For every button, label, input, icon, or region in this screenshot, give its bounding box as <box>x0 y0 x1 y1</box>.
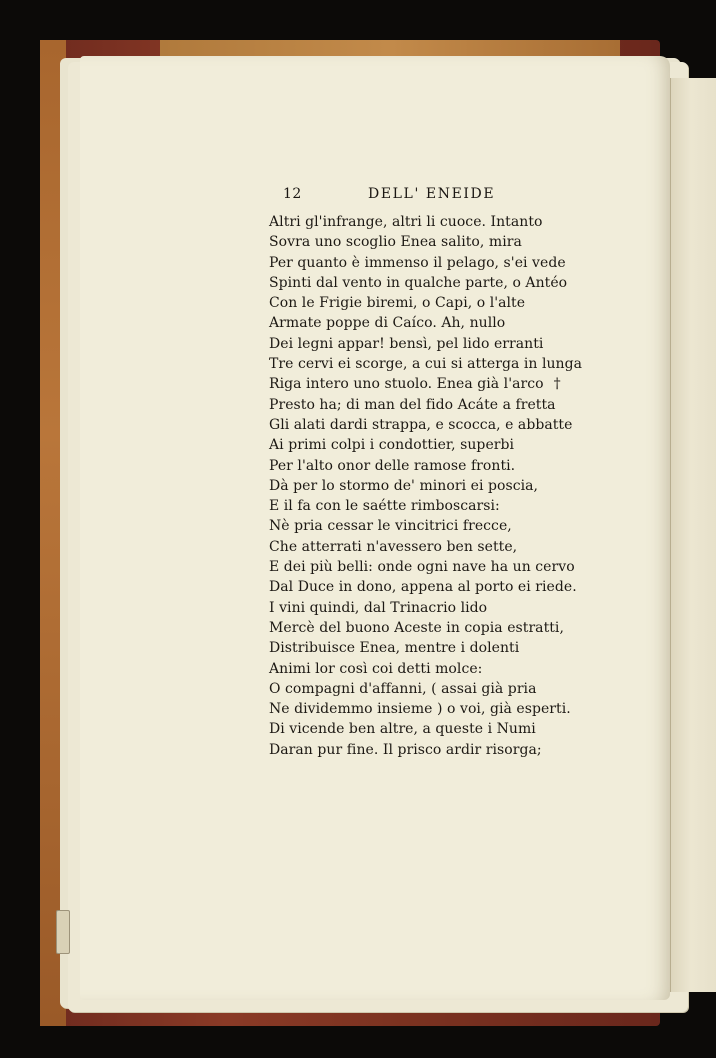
running-title: DELL' ENEIDE <box>368 186 496 202</box>
verse-text: I vini quindi, dal Trinacrio lido <box>269 599 488 616</box>
verse-line <box>269 435 589 455</box>
verse-line <box>269 415 589 435</box>
verse-text: Dei legni appar! bensì, pel lido erranti <box>269 335 544 352</box>
verse-text: E dei più belli: onde ogni nave ha un cervo <box>269 559 575 576</box>
verse-line <box>269 232 589 252</box>
verse-text: Spinti dal vento in qualche parte, o Antéo <box>269 274 568 291</box>
verse-text: Animi lor così coi detti molce: <box>269 660 483 677</box>
verse-text: Di vicende ben altre, a queste i Numi <box>269 721 536 738</box>
verse-text: Gli alati dardi strappa, e scocca, e abbatte <box>269 416 573 433</box>
verse-text: Per l'alto onor delle ramose fronti. <box>269 457 516 474</box>
verse-line <box>269 699 589 719</box>
verse-line <box>269 374 589 394</box>
verse-line <box>269 719 589 739</box>
verse-line <box>269 456 589 476</box>
verse-text: Nè pria cessar le vincitrici frecce, <box>269 518 512 535</box>
verse-line <box>269 496 589 516</box>
facing-page-edge <box>670 78 716 992</box>
verse-line <box>269 618 589 638</box>
verse-text: Riga intero uno stuolo. Enea già l'arco <box>269 376 544 393</box>
verse-text: Con le Frigie biremi, o Capi, o l'alte <box>269 295 526 312</box>
verse-line <box>269 537 589 557</box>
verse-line <box>269 313 589 333</box>
verse-text: O compagni d'affanni, ( assai già pria <box>269 680 537 697</box>
verse-text: Sovra uno scoglio Enea salito, mira <box>269 234 522 251</box>
verse-line <box>269 740 589 760</box>
verse-line <box>269 516 589 536</box>
verse-line <box>269 212 589 232</box>
verse-text: Dà per lo stormo de' minori ei poscia, <box>269 477 539 494</box>
verse-line <box>269 334 589 354</box>
verse-line <box>269 253 589 273</box>
verse-line <box>269 395 589 415</box>
verse-text: Ai primi colpi i condottier, superbi <box>269 437 515 454</box>
verse-line <box>269 598 589 618</box>
verse-text: Distribuisce Enea, mentre i dolenti <box>269 640 520 657</box>
verse-line <box>269 659 589 679</box>
page-number: 12 <box>283 186 302 202</box>
page-clip <box>56 910 70 954</box>
page-header <box>283 186 523 208</box>
verse-text: Presto ha; di man del fido Acáte a fretta <box>269 396 556 413</box>
verse-text: E il fa con le saétte rimboscarsi: <box>269 498 500 515</box>
verse-text: Mercè del buono Aceste in copia estratti, <box>269 619 564 636</box>
verse-text: Daran pur fine. Il prisco ardir risorga; <box>269 741 542 758</box>
verse-line <box>269 476 589 496</box>
verse-text: Tre cervi ei scorge, a cui si atterga in lunga <box>269 356 583 373</box>
verse-text: Altri gl'infrange, altri li cuoce. Intanto <box>269 214 543 230</box>
verse-line <box>269 577 589 597</box>
verse-line <box>269 354 589 374</box>
verse-text: Dal Duce in dono, appena al porto ei riede. <box>269 579 577 596</box>
verse-text: Armate poppe di Caíco. Ah, nullo <box>269 315 506 332</box>
verse-text: Ne dividemmo insieme ) o voi, già esperti. <box>269 701 571 718</box>
verse-line <box>269 638 589 658</box>
verse-text: Per quanto è immenso il pelago, s'ei vede <box>269 254 566 271</box>
verse-list <box>269 212 589 760</box>
marginal-mark: † <box>553 376 561 393</box>
verse-line <box>269 679 589 699</box>
verse-line <box>269 557 589 577</box>
verse-line <box>269 293 589 313</box>
verse-line <box>269 273 589 293</box>
verse-text: Che atterrati n'avessero ben sette, <box>269 538 518 555</box>
